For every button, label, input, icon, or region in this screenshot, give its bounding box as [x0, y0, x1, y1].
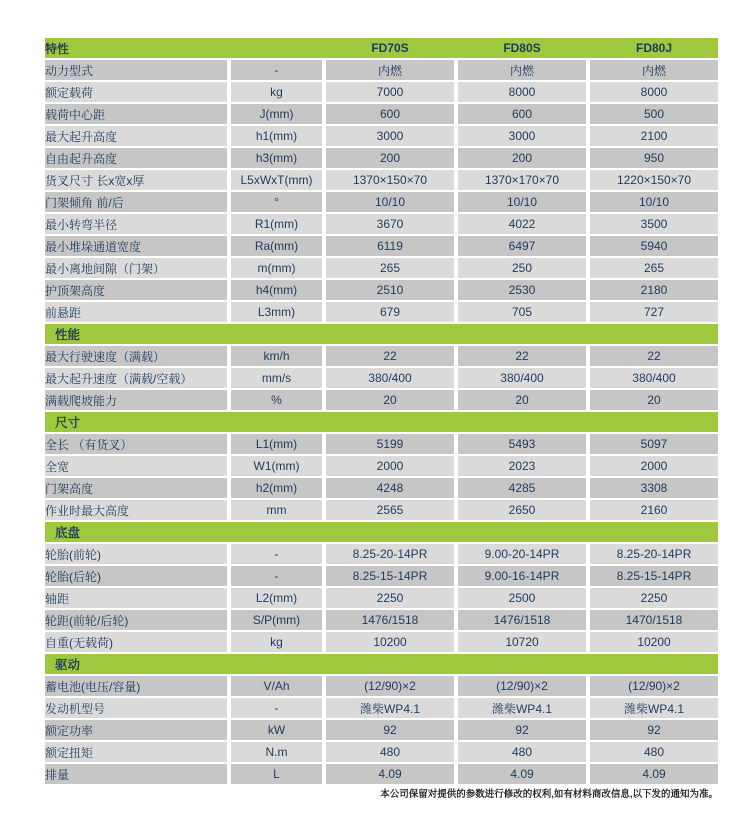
footer-disclaimer: 本公司保留对提供的参数进行修改的权利,如有材料商改信息,以下发的通知为准。 — [380, 789, 718, 800]
row-unit: J(mm) — [227, 104, 322, 124]
row-value: 2100 — [586, 126, 718, 146]
row-label: 轮胎(前轮) — [45, 544, 227, 564]
row-unit: km/h — [227, 346, 322, 366]
row-value: 480 — [586, 742, 718, 762]
row-value: 1220×150×70 — [586, 170, 718, 190]
table-row — [45, 390, 718, 410]
row-label: 蓄电池(电压/容量) — [45, 676, 227, 696]
row-value: 3000 — [454, 126, 586, 146]
row-label: 最大起升高度 — [45, 126, 227, 146]
table-row — [45, 500, 718, 520]
row-value: 8.25-15-14PR — [586, 566, 718, 586]
row-value: 8.25-15-14PR — [322, 566, 454, 586]
row-value: 265 — [586, 258, 718, 278]
row-value: 8000 — [454, 82, 586, 102]
row-value: 1370×170×70 — [454, 170, 586, 190]
table-row — [45, 82, 718, 102]
row-label: 轮距(前轮/后轮) — [45, 610, 227, 630]
table-row — [45, 610, 718, 630]
table-row — [45, 236, 718, 256]
row-value: 4.09 — [454, 764, 586, 784]
row-value: 5940 — [586, 236, 718, 256]
row-value: 480 — [454, 742, 586, 762]
section-header-row — [45, 324, 718, 344]
row-value: 380/400 — [322, 368, 454, 388]
row-label: 载荷中心距 — [45, 104, 227, 124]
row-unit: L1(mm) — [227, 434, 322, 454]
row-unit: mm — [227, 500, 322, 520]
row-label: 门架高度 — [45, 478, 227, 498]
table-row — [45, 698, 718, 718]
table-row — [45, 104, 718, 124]
row-value: 潍柴WP4.1 — [586, 698, 718, 718]
row-value: 7000 — [322, 82, 454, 102]
row-unit: ° — [227, 192, 322, 212]
row-label: 额定功率 — [45, 720, 227, 740]
row-label: 货叉尺寸 长x宽x厚 — [45, 170, 227, 190]
table-row — [45, 258, 718, 278]
table-row — [45, 192, 718, 212]
row-label: 自由起升高度 — [45, 148, 227, 168]
row-value: 10200 — [322, 632, 454, 652]
row-value: 600 — [322, 104, 454, 124]
row-value: 92 — [454, 720, 586, 740]
row-unit: L2(mm) — [227, 588, 322, 608]
row-value: 2530 — [454, 280, 586, 300]
row-value: 3500 — [586, 214, 718, 234]
table-row — [45, 302, 718, 322]
table-row — [45, 720, 718, 740]
section-title: 驱动 — [45, 654, 718, 674]
row-unit: L3mm) — [227, 302, 322, 322]
row-unit: h3(mm) — [227, 148, 322, 168]
table-row — [45, 478, 718, 498]
row-value: 22 — [586, 346, 718, 366]
row-value: 8000 — [586, 82, 718, 102]
row-value: 内燃 — [586, 60, 718, 80]
row-value: 250 — [454, 258, 586, 278]
row-label: 最小堆垛通道宽度 — [45, 236, 227, 256]
header-model-fd70s: FD70S — [322, 38, 454, 58]
header-feature-label: 特性 — [45, 38, 227, 58]
row-unit: h1(mm) — [227, 126, 322, 146]
table-row — [45, 346, 718, 366]
table-row — [45, 764, 718, 784]
row-unit: m(mm) — [227, 258, 322, 278]
row-value: 3308 — [586, 478, 718, 498]
row-unit: kW — [227, 720, 322, 740]
row-value: 22 — [322, 346, 454, 366]
row-value: 22 — [454, 346, 586, 366]
row-label: 护顶架高度 — [45, 280, 227, 300]
row-unit: - — [227, 544, 322, 564]
table-row — [45, 434, 718, 454]
row-label: 额定载荷 — [45, 82, 227, 102]
row-value: 10/10 — [454, 192, 586, 212]
row-value: (12/90)×2 — [586, 676, 718, 696]
row-value: 679 — [322, 302, 454, 322]
row-value: 9.00-16-14PR — [454, 566, 586, 586]
section-header-row — [45, 522, 718, 542]
spec-table-body — [45, 60, 718, 784]
row-value: 380/400 — [454, 368, 586, 388]
row-value: 8.25-20-14PR — [586, 544, 718, 564]
row-value: 2250 — [586, 588, 718, 608]
row-unit: % — [227, 390, 322, 410]
row-label: 满载爬坡能力 — [45, 390, 227, 410]
row-value: 92 — [322, 720, 454, 740]
header-model-fd80j: FD80J — [586, 38, 718, 58]
row-unit: h2(mm) — [227, 478, 322, 498]
row-value: 8.25-20-14PR — [322, 544, 454, 564]
row-label: 最小离地间隙（门架） — [45, 258, 227, 278]
row-value: 2180 — [586, 280, 718, 300]
section-title: 性能 — [45, 324, 718, 344]
row-value: 1470/1518 — [586, 610, 718, 630]
row-label: 轮胎(后轮) — [45, 566, 227, 586]
row-value: 600 — [454, 104, 586, 124]
row-value: 2565 — [322, 500, 454, 520]
row-value: 潍柴WP4.1 — [454, 698, 586, 718]
section-header-row — [45, 412, 718, 432]
row-value: (12/90)×2 — [322, 676, 454, 696]
table-row — [45, 170, 718, 190]
spec-table — [45, 36, 718, 786]
row-label: 全长 （有货叉） — [45, 434, 227, 454]
row-value: 潍柴WP4.1 — [322, 698, 454, 718]
table-row — [45, 544, 718, 564]
row-label: 自重(无载荷) — [45, 632, 227, 652]
row-value: 10200 — [586, 632, 718, 652]
row-value: 2510 — [322, 280, 454, 300]
row-unit: - — [227, 698, 322, 718]
row-unit: kg — [227, 82, 322, 102]
row-value: 5493 — [454, 434, 586, 454]
table-row — [45, 280, 718, 300]
row-value: 6119 — [322, 236, 454, 256]
table-row — [45, 126, 718, 146]
row-value: 5199 — [322, 434, 454, 454]
row-unit: N.m — [227, 742, 322, 762]
row-value: 727 — [586, 302, 718, 322]
row-value: 4022 — [454, 214, 586, 234]
section-title: 尺寸 — [45, 412, 718, 432]
row-value: 4.09 — [322, 764, 454, 784]
row-label: 最大行驶速度（满载） — [45, 346, 227, 366]
table-row — [45, 368, 718, 388]
row-value: 380/400 — [586, 368, 718, 388]
row-unit: W1(mm) — [227, 456, 322, 476]
row-unit: R1(mm) — [227, 214, 322, 234]
row-value: 92 — [586, 720, 718, 740]
table-row — [45, 456, 718, 476]
row-value: 2500 — [454, 588, 586, 608]
row-value: 2000 — [586, 456, 718, 476]
row-unit: S/P(mm) — [227, 610, 322, 630]
row-value: 2023 — [454, 456, 586, 476]
row-value: 705 — [454, 302, 586, 322]
row-unit: mm/s — [227, 368, 322, 388]
row-value: 2250 — [322, 588, 454, 608]
row-value: 10720 — [454, 632, 586, 652]
row-unit: L — [227, 764, 322, 784]
row-value: 950 — [586, 148, 718, 168]
table-row — [45, 676, 718, 696]
row-value: 20 — [322, 390, 454, 410]
table-row — [45, 566, 718, 586]
row-value: 6497 — [454, 236, 586, 256]
row-label: 作业时最大高度 — [45, 500, 227, 520]
table-row — [45, 632, 718, 652]
row-value: 4248 — [322, 478, 454, 498]
table-row — [45, 60, 718, 80]
row-value: 3670 — [322, 214, 454, 234]
row-label: 全宽 — [45, 456, 227, 476]
table-row — [45, 588, 718, 608]
row-unit: V/Ah — [227, 676, 322, 696]
row-value: 500 — [586, 104, 718, 124]
row-value: 2160 — [586, 500, 718, 520]
row-value: 480 — [322, 742, 454, 762]
row-value: 20 — [454, 390, 586, 410]
row-label: 轴距 — [45, 588, 227, 608]
header-unit-cell — [227, 38, 322, 58]
row-value: 2650 — [454, 500, 586, 520]
row-label: 前悬距 — [45, 302, 227, 322]
row-value: (12/90)×2 — [454, 676, 586, 696]
row-value: 4285 — [454, 478, 586, 498]
row-unit: kg — [227, 632, 322, 652]
row-value: 200 — [322, 148, 454, 168]
table-row — [45, 148, 718, 168]
row-value: 265 — [322, 258, 454, 278]
row-value: 1476/1518 — [322, 610, 454, 630]
row-label: 门架倾角 前/后 — [45, 192, 227, 212]
table-header-row — [45, 38, 718, 58]
row-label: 最小转弯半径 — [45, 214, 227, 234]
row-value: 4.09 — [586, 764, 718, 784]
row-unit: L5xWxT(mm) — [227, 170, 322, 190]
row-value: 20 — [586, 390, 718, 410]
row-value: 内燃 — [454, 60, 586, 80]
table-row — [45, 214, 718, 234]
row-value: 10/10 — [586, 192, 718, 212]
row-value: 9.00-20-14PR — [454, 544, 586, 564]
section-header-row — [45, 654, 718, 674]
row-label: 最大起升速度（满载/空载） — [45, 368, 227, 388]
header-model-fd80s: FD80S — [454, 38, 586, 58]
row-value: 1370×150×70 — [322, 170, 454, 190]
row-unit: h4(mm) — [227, 280, 322, 300]
row-label: 动力型式 — [45, 60, 227, 80]
row-value: 10/10 — [322, 192, 454, 212]
row-value: 内燃 — [322, 60, 454, 80]
row-label: 额定扭矩 — [45, 742, 227, 762]
row-label: 排量 — [45, 764, 227, 784]
section-title: 底盘 — [45, 522, 718, 542]
row-label: 发动机型号 — [45, 698, 227, 718]
row-value: 5097 — [586, 434, 718, 454]
row-unit: Ra(mm) — [227, 236, 322, 256]
row-unit: - — [227, 60, 322, 80]
row-value: 200 — [454, 148, 586, 168]
row-value: 2000 — [322, 456, 454, 476]
table-row — [45, 742, 718, 762]
row-value: 1476/1518 — [454, 610, 586, 630]
row-unit: - — [227, 566, 322, 586]
row-value: 3000 — [322, 126, 454, 146]
